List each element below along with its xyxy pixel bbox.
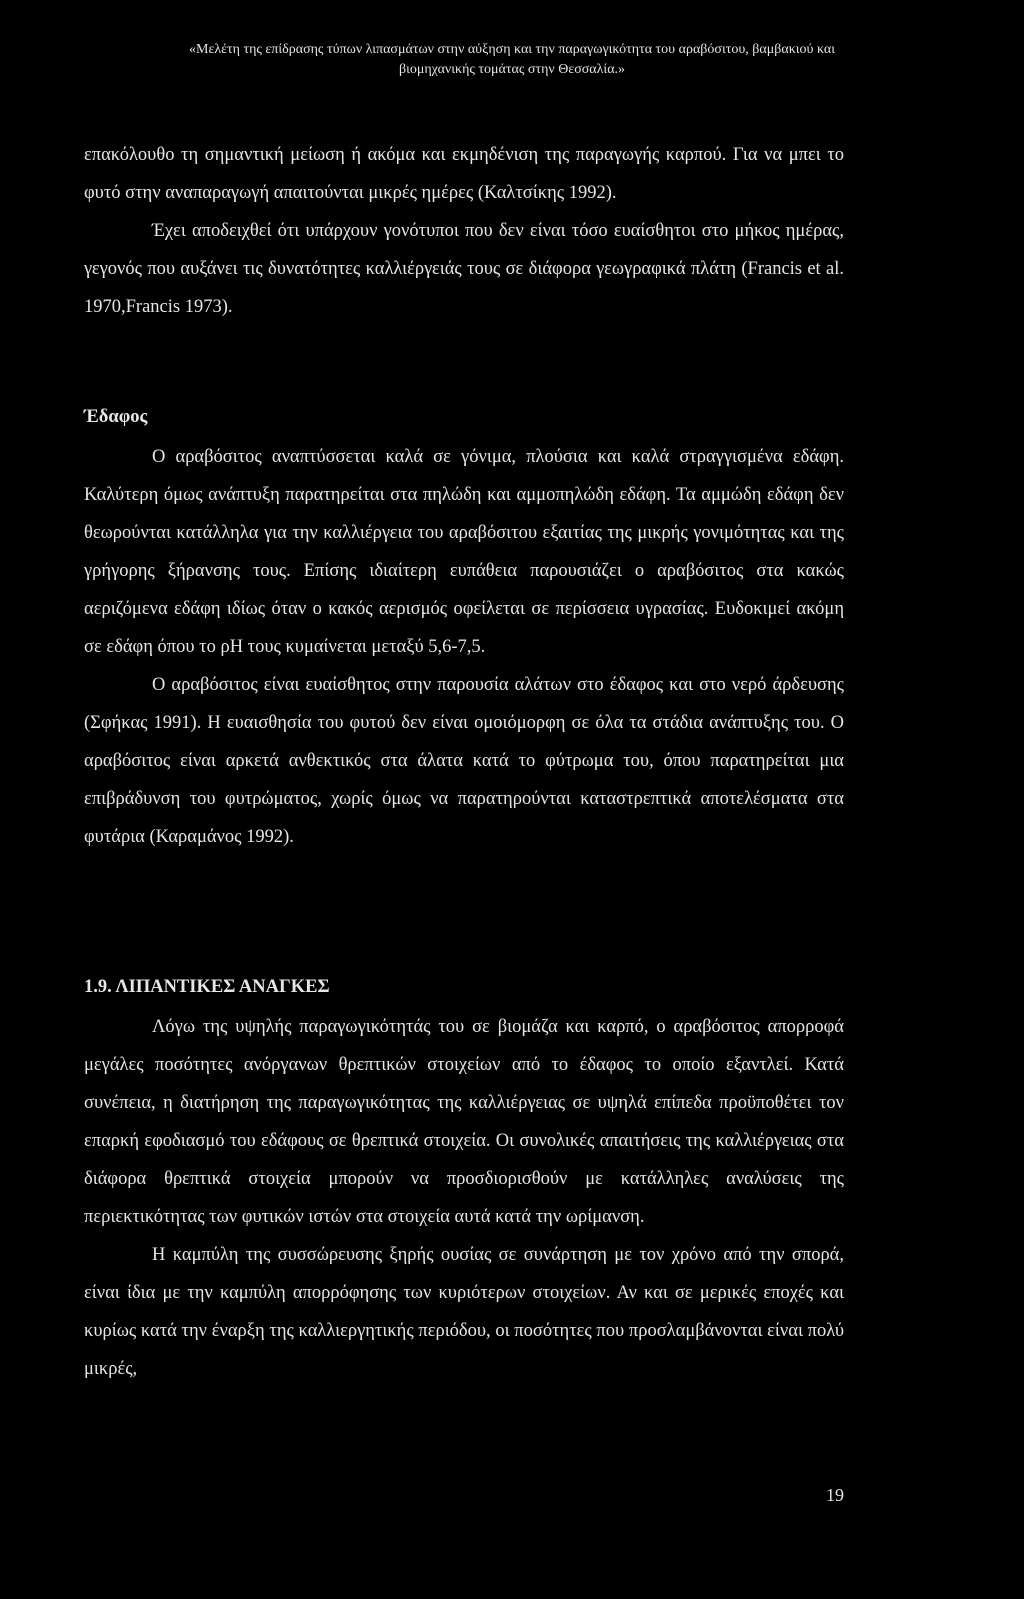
paragraph-salinity: Ο αραβόσιτος είναι ευαίσθητος στην παρουσία αλάτων στο έδαφος και στο νερό άρδευσης (Σφήκας 1991). Η ευαισθησία του φυτού δεν είναι ομοιόμορφη σε όλα τα στάδια ανάπτυξης του. Ο αραβόσιτος είναι αρκετά ανθεκτικός στα άλατα κατά το φύτρωμα του, όπου παρατηρείται μια επιβράδυνση του φυτρώματος, χωρίς όμως να παρατηρούνται καταστρεπτικά αποτελέσματα στα φυτάρια (Καραμάνος 1992). [84,675,844,847]
paragraph-soil-types: Ο αραβόσιτος αναπτύσσεται καλά σε γόνιμα, πλούσια και καλά στραγγισμένα εδάφη. Καλύτερη όμως ανάπτυξη παρατηρείται στα πηλώδη και αμμοπηλώδη εδάφη. Τα αμμώδη εδάφη δεν θεωρούνται κατάλληλα για την καλλιέργεια του αραβόσιτου εξαιτίας της μικρής γονιμότητας και της γρήγορης ξήρανσης τους. Επίσης ιδιαίτερη ευπάθεια παρουσιάζει ο αραβόσιτος στα κακώς αεριζόμενα εδάφη ιδίως όταν ο κακός αερισμός οφείλεται σε περίσσεια υγρασίας. Ευδοκιμεί ακόμη σε εδάφη όπου το ρΗ τους κυμαίνεται μεταξύ 5,6-7,5. [84,447,844,657]
page-number: 19 [826,1485,844,1505]
paragraph-genotypes: Έχει αποδειχθεί ότι υπάρχουν γονότυποι που δεν είναι τόσο ευαίσθητοι στο μήκος ημέρας, γεγονός που αυξάνει τις δυνατότητες καλλιέργειάς τους σε διάφορα γεωγραφικά πλάτη (Francis et al. 1970,Francis 1973). [84,221,844,317]
running-header-line-2: βιομηχανικής τομάτας στην Θεσσαλία.» [398,62,626,77]
text-block-intro [84,136,844,326]
paragraph-dry-matter-curve: Η καμπύλη της συσσώρευσης ξηρής ουσίας σε συνάρτηση με τον χρόνο από την σπορά, είναι ίδια με την καμπύλη απορρόφησης των κυριότερων στοιχείων. Αν και σε μερικές εποχές και κυρίως κατά την έναρξη της καλλιεργητικής περιόδου, οι ποσότητες που προσλαμβάνονται είναι πολύ μικρές, [84,1245,844,1379]
running-header [150,40,874,80]
section-soil [84,398,844,856]
paragraph-continuation: επακόλουθο τη σημαντική μείωση ή ακόμα και εκμηδένιση της παραγωγής καρπού. Για να μπει το φυτό στην αναπαραγωγή απαιτούνται μικρές ημέρες (Καλτσίκης 1992). [84,145,844,203]
section-fertilizer-needs [84,968,844,1388]
running-header-line-1: «Μελέτη της επίδρασης τύπων λιπασμάτων στην αύξηση και την παραγωγικότητα του αραβόσιτου, βαμβακιού και [189,42,835,57]
section-heading-soil: Έδαφος [84,407,148,427]
paragraph-nutrient-uptake: Λόγω της υψηλής παραγωγικότητάς του σε βιομάζα και καρπό, ο αραβόσιτος απορροφά μεγάλες ποσότητες ανόργανων θρεπτικών στοιχείων από το έδαφος το οποίο εξαντλεί. Κατά συνέπεια, η διατήρηση της παραγωγικότητας της καλλιέργειας σε υψηλά επίπεδα προϋποθέτει τον επαρκή εφοδιασμό του εδάφους σε θρεπτικά στοιχεία. Οι συνολικές απαιτήσεις της καλλιέργειας στα διάφορα θρεπτικά στοιχεία μπορούν να προσδιορισθούν με κατάλληλες αναλύσεις της περιεκτικότητας των φυτικών ιστών στα στοιχεία αυτά κατά την ωρίμανση. [84,1017,844,1227]
section-heading-fertilizer-needs: 1.9. ΛΙΠΑΝΤΙΚΕΣ ΑΝΑΓΚΕΣ [84,977,330,997]
